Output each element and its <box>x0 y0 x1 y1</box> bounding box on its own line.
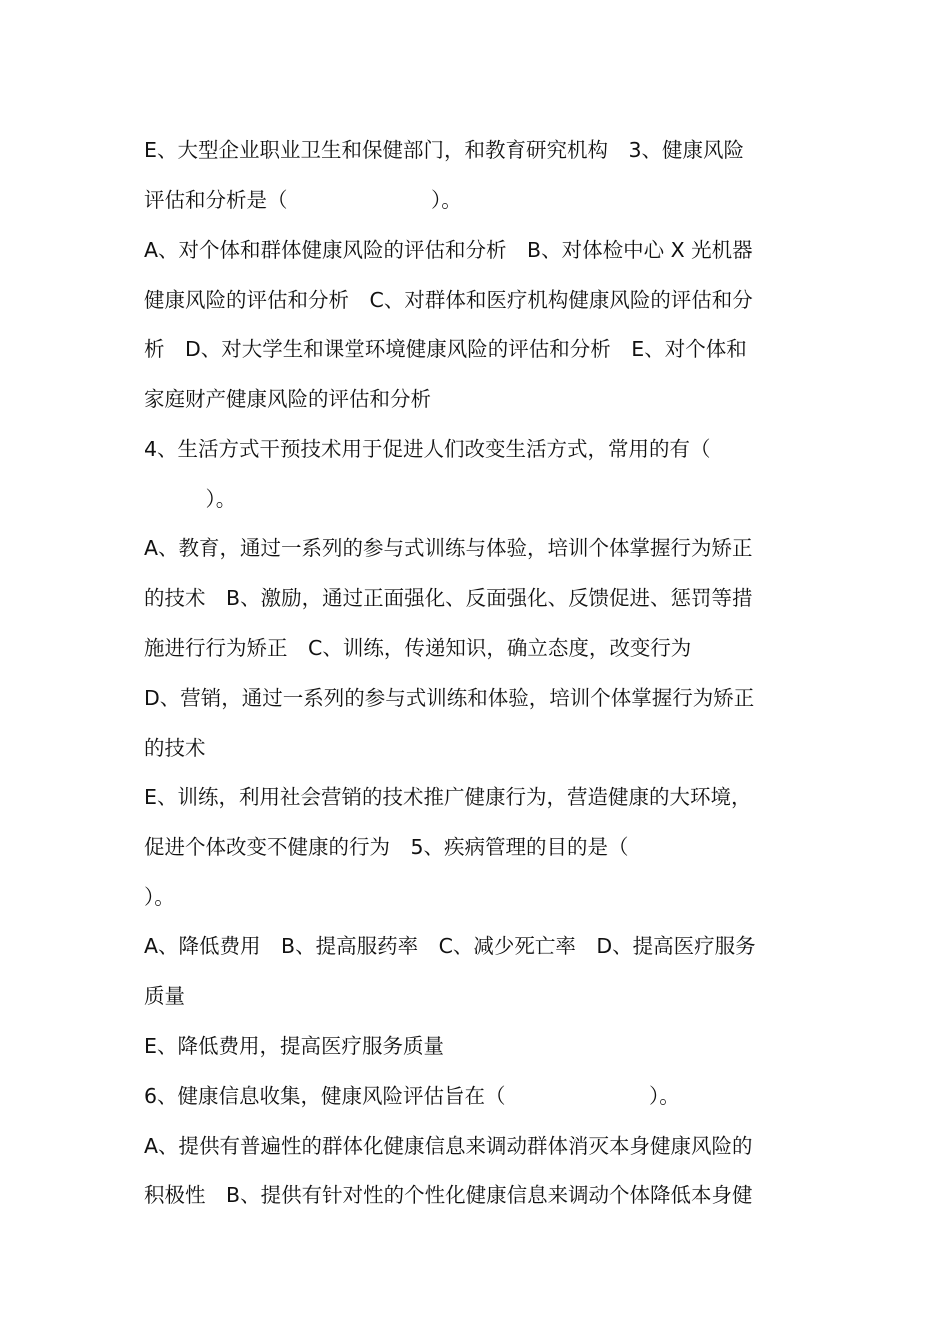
text-line: A、降低费用 B、提高服药率 C、减少死亡率 D、提高医疗服务 <box>144 934 756 958</box>
text-line: 评估和分析是（ ）。 <box>144 188 462 212</box>
text-line: A、对个体和群体健康风险的评估和分析 B、对体检中心 X 光机器 <box>144 238 753 262</box>
text-line: 6、健康信息收集，健康风险评估旨在（ ）。 <box>144 1084 680 1108</box>
text-line: 析 D、对大学生和课堂环境健康风险的评估和分析 E、对个体和 <box>144 337 747 361</box>
text-line: A、提供有普遍性的群体化健康信息来调动群体消灭本身健康风险的 <box>144 1134 753 1158</box>
text-line: ）。 <box>144 885 175 909</box>
text-line: 的技术 <box>144 736 206 760</box>
text-line: 健康风险的评估和分析 C、对群体和医疗机构健康风险的评估和分 <box>144 288 753 312</box>
text-line: 积极性 B、提供有针对性的个性化健康信息来调动个体降低本身健 <box>144 1183 753 1207</box>
text-line: E、大型企业职业卫生和保健部门，和教育研究机构 3、健康风险 <box>144 138 744 162</box>
text-line: ）。 <box>144 487 237 511</box>
text-line: 的技术 B、激励，通过正面强化、反面强化、反馈促进、惩罚等措 <box>144 586 753 610</box>
text-line: 家庭财产健康风险的评估和分析 <box>144 387 431 411</box>
text-line: 促进个体改变不健康的行为 5、疾病管理的目的是（ <box>144 835 629 859</box>
text-line: 4、生活方式干预技术用于促进人们改变生活方式，常用的有（ <box>144 437 711 461</box>
text-line: D、营销，通过一系列的参与式训练和体验，培训个体掌握行为矫正 <box>144 686 755 710</box>
text-line: E、训练，利用社会营销的技术推广健康行为，营造健康的大环境， <box>144 785 752 809</box>
text-line: 施进行行为矫正 C、训练，传递知识，确立态度，改变行为 <box>144 636 692 660</box>
text-line: E、降低费用，提高医疗服务质量 <box>144 1034 444 1058</box>
text-line: A、教育，通过一系列的参与式训练与体验，培训个体掌握行为矫正 <box>144 536 753 560</box>
text-line: 质量 <box>144 984 185 1008</box>
